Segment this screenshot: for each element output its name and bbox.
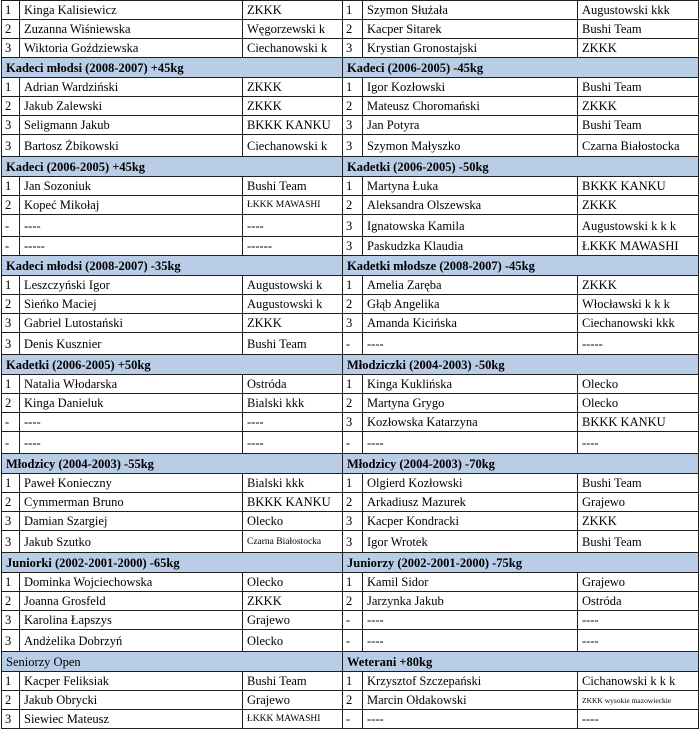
competitor-name: Krzysztof Szczepański (363, 672, 578, 691)
place-number: 3 (2, 630, 20, 652)
result-row (2, 630, 699, 652)
result-row (2, 573, 699, 592)
competitor-name: Zuzanna Wiśniewska (20, 20, 243, 39)
competitor-name: Mateusz Choromański (363, 97, 578, 116)
club-name: Augustowski k k k (578, 215, 699, 237)
competitor-name: ---- (363, 333, 578, 355)
competitor-name: Kamil Sidor (363, 573, 578, 592)
category-title-right: Kadetki (2006-2005) -50kg (343, 157, 699, 177)
club-name: Węgorzewski k (243, 20, 343, 39)
competitor-name: Gabriel Lutostański (20, 314, 243, 333)
club-name: ZKKK wysokie mazowieckie (578, 691, 699, 710)
place-number: 2 (2, 196, 20, 215)
club-name: ---- (578, 630, 699, 652)
competitor-name: Martyna Grygo (363, 394, 578, 413)
club-name: Grajewo (243, 611, 343, 630)
result-row (2, 493, 699, 512)
result-row (2, 20, 699, 39)
category-title-right: Juniorzy (2002-2001-2000) -75kg (343, 553, 699, 573)
place-number: 1 (2, 573, 20, 592)
place-number: 1 (2, 672, 20, 691)
competitor-name: Jan Sozoniuk (20, 177, 243, 196)
place-number: 2 (343, 493, 363, 512)
club-name: Grajewo (243, 691, 343, 710)
place-number: 2 (343, 295, 363, 314)
category-title-left: Kadetki (2006-2005) +50kg (2, 355, 343, 375)
category-header-row (2, 157, 699, 177)
place-number: 3 (343, 413, 363, 432)
competitor-name: ---- (363, 710, 578, 729)
club-name: Czarna Białostocka (243, 531, 343, 553)
competitor-name: Jan Potyra (363, 116, 578, 135)
category-title-right: Weterani +80kg (343, 652, 699, 672)
place-number: 1 (343, 573, 363, 592)
place-number: 2 (2, 493, 20, 512)
results-table (1, 0, 699, 729)
competitor-name: Arkadiusz Mazurek (363, 493, 578, 512)
competitor-name: Kinga Danieluk (20, 394, 243, 413)
competitor-name: Amelia Zaręba (363, 276, 578, 295)
competitor-name: Cymmerman Bruno (20, 493, 243, 512)
club-name: Grajewo (578, 573, 699, 592)
club-name: Bushi Team (243, 333, 343, 355)
competitor-name: Damian Szargiej (20, 512, 243, 531)
place-number: 1 (343, 78, 363, 97)
place-number: 1 (343, 672, 363, 691)
result-row (2, 611, 699, 630)
place-number: 2 (2, 295, 20, 314)
category-header-row (2, 553, 699, 573)
place-number: 3 (2, 611, 20, 630)
club-name: ŁKKK MAWASHI (243, 710, 343, 729)
category-title-left: Kadeci młodsi (2008-2007) +45kg (2, 58, 343, 78)
competitor-name: Bartosz Żbikowski (20, 135, 243, 157)
club-name: Bushi Team (578, 531, 699, 553)
competitor-name: ---- (20, 413, 243, 432)
club-name: ----- (578, 333, 699, 355)
result-row (2, 333, 699, 355)
club-name: ZKKK (243, 314, 343, 333)
competitor-name: Sieńko Maciej (20, 295, 243, 314)
place-number: 1 (343, 474, 363, 493)
place-number: 2 (343, 196, 363, 215)
club-name: Olecko (578, 375, 699, 394)
competitor-name: ---- (363, 611, 578, 630)
result-row (2, 215, 699, 237)
club-name: ---- (578, 611, 699, 630)
club-name: ZKKK (578, 97, 699, 116)
club-name: ---- (243, 215, 343, 237)
place-number: 1 (2, 276, 20, 295)
competitor-name: Leszczyński Igor (20, 276, 243, 295)
result-row (2, 237, 699, 256)
club-name: ZKKK (578, 196, 699, 215)
club-name: ZKKK (243, 97, 343, 116)
place-number: 1 (343, 375, 363, 394)
category-header-row (2, 454, 699, 474)
category-header-row (2, 355, 699, 375)
result-row (2, 196, 699, 215)
club-name: Bialski kkk (243, 394, 343, 413)
club-name: ------ (243, 237, 343, 256)
competitor-name: Andżelika Dobrzyń (20, 630, 243, 652)
place-number: 1 (2, 78, 20, 97)
place-number: - (2, 413, 20, 432)
club-name: Bushi Team (243, 672, 343, 691)
competitor-name: Szymon Służała (363, 1, 578, 20)
category-title-right: Młodziczki (2004-2003) -50kg (343, 355, 699, 375)
competitor-name: ---- (363, 630, 578, 652)
place-number: 2 (2, 97, 20, 116)
club-name: ---- (578, 710, 699, 729)
competitor-name: Kinga Kuklińska (363, 375, 578, 394)
place-number: - (343, 333, 363, 355)
club-name: ---- (243, 432, 343, 454)
place-number: 3 (343, 135, 363, 157)
result-row (2, 177, 699, 196)
result-row (2, 691, 699, 710)
competitor-name: Jarzynka Jakub (363, 592, 578, 611)
club-name: Ostróda (578, 592, 699, 611)
results-table-body (2, 1, 699, 729)
place-number: 2 (2, 691, 20, 710)
result-row (2, 375, 699, 394)
place-number: 2 (2, 20, 20, 39)
place-number: 1 (2, 1, 20, 20)
competitor-name: Aleksandra Olszewska (363, 196, 578, 215)
result-row (2, 394, 699, 413)
competitor-name: Denis Kusznier (20, 333, 243, 355)
club-name: BKKK KANKU (243, 116, 343, 135)
place-number: 1 (2, 375, 20, 394)
club-name: Ciechanowski k (243, 135, 343, 157)
competitor-name: Joanna Grosfeld (20, 592, 243, 611)
place-number: 2 (343, 97, 363, 116)
category-title-left: Kadeci (2006-2005) +45kg (2, 157, 343, 177)
club-name: Włocławski k k k (578, 295, 699, 314)
club-name: Ciechanowski kkk (578, 314, 699, 333)
club-name: Grajewo (578, 493, 699, 512)
place-number: 3 (2, 314, 20, 333)
competitor-name: Adrian Wardziński (20, 78, 243, 97)
competitor-name: Jakub Obrycki (20, 691, 243, 710)
club-name: BKKK KANKU (243, 493, 343, 512)
competitor-name: Głąb Angelika (363, 295, 578, 314)
competitor-name: Igor Wrotek (363, 531, 578, 553)
result-row (2, 592, 699, 611)
club-name: ZKKK (243, 1, 343, 20)
category-title-left: Seniorzy Open (2, 652, 343, 672)
result-row (2, 116, 699, 135)
club-name: Augustowski kkk (578, 1, 699, 20)
club-name: ZKKK (578, 512, 699, 531)
competitor-name: Marcin Ołdakowski (363, 691, 578, 710)
place-number: 1 (343, 276, 363, 295)
competitor-name: Siewiec Mateusz (20, 710, 243, 729)
place-number: 2 (343, 592, 363, 611)
club-name: BKKK KANKU (578, 177, 699, 196)
place-number: 3 (2, 39, 20, 58)
result-row (2, 1, 699, 20)
competitor-name: Jakub Szutko (20, 531, 243, 553)
club-name: Ciechanowski k (243, 39, 343, 58)
place-number: 2 (2, 592, 20, 611)
competitor-name: Kopeć Mikołaj (20, 196, 243, 215)
club-name: Bushi Team (578, 20, 699, 39)
result-row (2, 39, 699, 58)
competitor-name: Szymon Małyszko (363, 135, 578, 157)
club-name: ZKKK (578, 39, 699, 58)
results-sheet (1, 0, 698, 729)
club-name: ŁKKK MAWASHI (578, 237, 699, 256)
place-number: 3 (343, 116, 363, 135)
result-row (2, 474, 699, 493)
result-row (2, 97, 699, 116)
competitor-name: Paweł Konieczny (20, 474, 243, 493)
place-number: - (2, 215, 20, 237)
place-number: - (343, 710, 363, 729)
category-title-left: Kadeci młodsi (2008-2007) -35kg (2, 256, 343, 276)
competitor-name: Kacper Sitarek (363, 20, 578, 39)
place-number: 1 (2, 474, 20, 493)
competitor-name: Jakub Zalewski (20, 97, 243, 116)
competitor-name: Karolina Łapszys (20, 611, 243, 630)
place-number: 2 (2, 394, 20, 413)
place-number: 3 (2, 333, 20, 355)
club-name: Bialski kkk (243, 474, 343, 493)
competitor-name: Martyna Łuka (363, 177, 578, 196)
result-row (2, 710, 699, 729)
club-name: Cichanowski k k k (578, 672, 699, 691)
club-name: Bushi Team (243, 177, 343, 196)
competitor-name: Paskudzka Klaudia (363, 237, 578, 256)
competitor-name: Ignatowska Kamila (363, 215, 578, 237)
place-number: - (343, 611, 363, 630)
place-number: - (2, 237, 20, 256)
club-name: Olecko (243, 573, 343, 592)
category-title-right: Kadetki młodsze (2008-2007) -45kg (343, 256, 699, 276)
place-number: 3 (343, 531, 363, 553)
competitor-name: Kozłowska Katarzyna (363, 413, 578, 432)
category-title-left: Młodzicy (2004-2003) -55kg (2, 454, 343, 474)
result-row (2, 512, 699, 531)
place-number: - (343, 432, 363, 454)
result-row (2, 432, 699, 454)
club-name: Augustowski k (243, 295, 343, 314)
place-number: 1 (2, 177, 20, 196)
competitor-name: Natalia Włodarska (20, 375, 243, 394)
place-number: 3 (343, 314, 363, 333)
category-header-row (2, 652, 699, 672)
place-number: 3 (343, 237, 363, 256)
result-row (2, 276, 699, 295)
club-name: ---- (578, 432, 699, 454)
competitor-name: ---- (363, 432, 578, 454)
result-row (2, 413, 699, 432)
place-number: 1 (343, 177, 363, 196)
competitor-name: Wiktoria Goździewska (20, 39, 243, 58)
place-number: 3 (343, 39, 363, 58)
competitor-name: ---- (20, 432, 243, 454)
competitor-name: Kacper Kondracki (363, 512, 578, 531)
competitor-name: Amanda Kicińska (363, 314, 578, 333)
competitor-name: ----- (20, 237, 243, 256)
place-number: 3 (2, 512, 20, 531)
club-name: Bushi Team (578, 474, 699, 493)
club-name: ZKKK (578, 276, 699, 295)
place-number: 3 (343, 512, 363, 531)
category-header-row (2, 58, 699, 78)
competitor-name: Igor Kozłowski (363, 78, 578, 97)
competitor-name: Krystian Gronostajski (363, 39, 578, 58)
result-row (2, 135, 699, 157)
result-row (2, 531, 699, 553)
club-name: Olecko (578, 394, 699, 413)
result-row (2, 295, 699, 314)
place-number: 1 (343, 1, 363, 20)
club-name: BKKK KANKU (578, 413, 699, 432)
competitor-name: Seligmann Jakub (20, 116, 243, 135)
club-name: ZKKK (243, 592, 343, 611)
result-row (2, 672, 699, 691)
place-number: 2 (343, 20, 363, 39)
club-name: Czarna Białostocka (578, 135, 699, 157)
competitor-name: Dominka Wojciechowska (20, 573, 243, 592)
category-header-row (2, 256, 699, 276)
club-name: Augustowski k (243, 276, 343, 295)
place-number: 3 (2, 710, 20, 729)
competitor-name: Olgierd Kozłowski (363, 474, 578, 493)
place-number: - (343, 630, 363, 652)
category-title-right: Kadeci (2006-2005) -45kg (343, 58, 699, 78)
place-number: 2 (343, 394, 363, 413)
competitor-name: Kinga Kalisiewicz (20, 1, 243, 20)
place-number: 3 (2, 116, 20, 135)
result-row (2, 314, 699, 333)
club-name: ZKKK (243, 78, 343, 97)
club-name: ---- (243, 413, 343, 432)
club-name: Bushi Team (578, 116, 699, 135)
competitor-name: ---- (20, 215, 243, 237)
place-number: 3 (343, 215, 363, 237)
competitor-name: Kacper Feliksiak (20, 672, 243, 691)
club-name: Olecko (243, 630, 343, 652)
place-number: 3 (2, 531, 20, 553)
club-name: Bushi Team (578, 78, 699, 97)
club-name: Olecko (243, 512, 343, 531)
club-name: Ostróda (243, 375, 343, 394)
category-title-left: Juniorki (2002-2001-2000) -65kg (2, 553, 343, 573)
result-row (2, 78, 699, 97)
place-number: 2 (343, 691, 363, 710)
category-title-right: Młodzicy (2004-2003) -70kg (343, 454, 699, 474)
place-number: 3 (2, 135, 20, 157)
club-name: ŁKKK MAWASHI (243, 196, 343, 215)
place-number: - (2, 432, 20, 454)
